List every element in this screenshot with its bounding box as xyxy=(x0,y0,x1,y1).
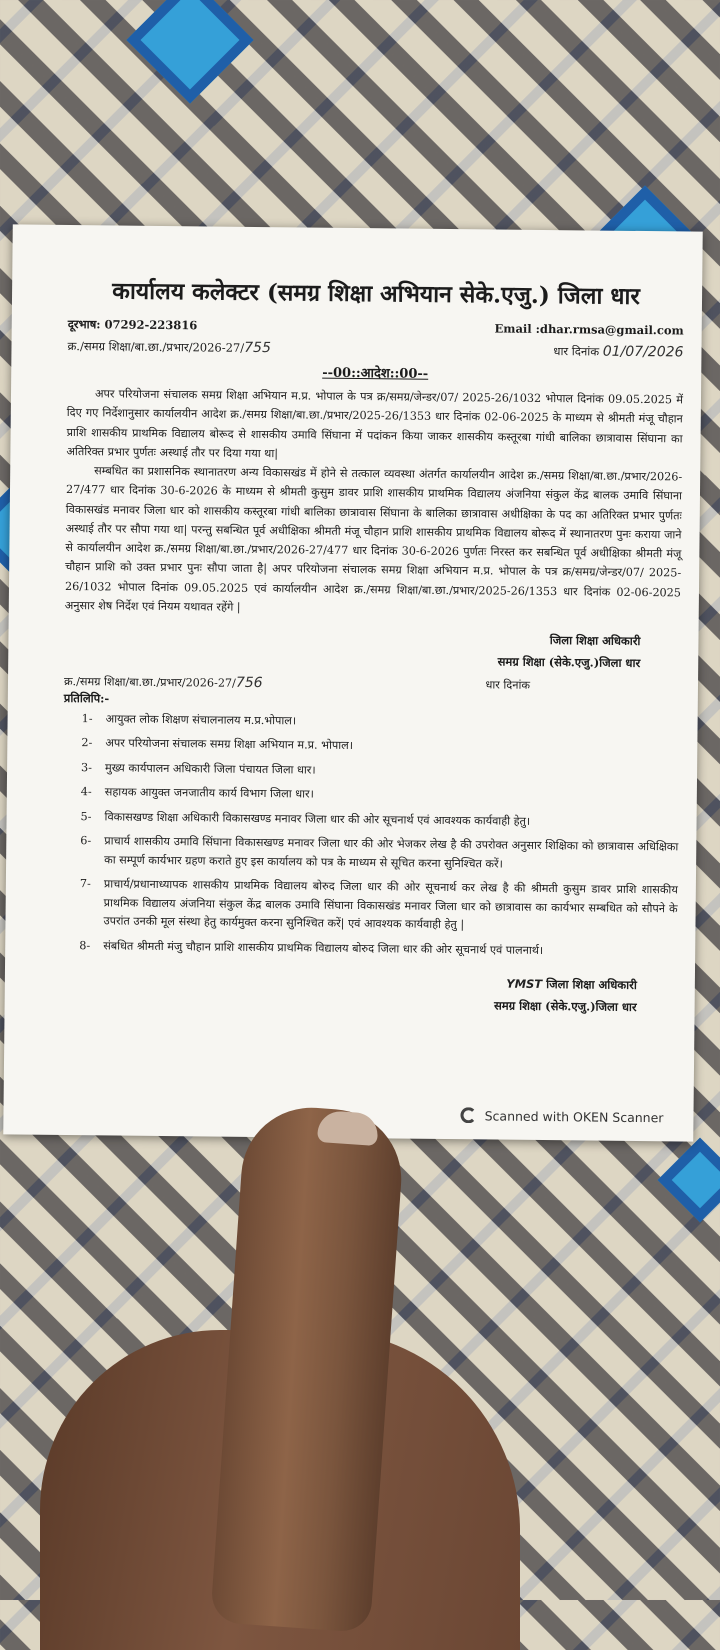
handwritten-date: 01/07/2026 xyxy=(602,343,684,361)
copy-item-text: अपर परियोजना संचालक समग्र शिक्षा अभियान म.प्र. भोपाल। xyxy=(105,736,354,753)
email-address: Email :dhar.rmsa@gmail.com xyxy=(494,321,684,338)
copies-list xyxy=(61,710,680,962)
fabric-diamond-pattern xyxy=(126,0,253,104)
scanner-watermark xyxy=(461,1107,664,1125)
copy-item xyxy=(82,710,680,735)
reference-row xyxy=(67,338,683,360)
copy-item xyxy=(79,875,678,937)
copy-item-number: 7- xyxy=(79,877,91,891)
handwritten-ref: 755 xyxy=(244,339,271,357)
copy-item xyxy=(80,808,678,833)
signatory-office: समग्र शिक्षा (सेके.एजु.)जिला धार xyxy=(497,654,641,671)
signatory-title: जिला शिक्षा अधिकारी xyxy=(549,633,641,649)
copy-item-text: मुख्य कार्यपालन अधिकारी जिला पंचायत जिला धार। xyxy=(105,761,316,777)
scanner-logo-icon xyxy=(461,1107,477,1123)
copy-item-number: 3- xyxy=(81,761,93,775)
date-line: धार दिनांक 01/07/2026 xyxy=(553,343,684,361)
copy-item-number: 4- xyxy=(80,785,92,799)
copy-item xyxy=(79,937,677,962)
reference-number-2: क्र./समग्र शिक्षा/बा.छा./प्रभार/2026-27/756 xyxy=(63,674,263,691)
copy-item-text: प्राचार्य शासकीय उमावि सिंघाना विकासखण्ड मनावर जिला धार की ओर भेजकर लेख है की उपरोक्त अनुसार शिक्षिका को छात्रावास अधिक्षिका का सम्पूर्ण कार्यभार ग्रहण कराते हुए इस कार्यालय को पत्र के माध्यम से सूचित करना सुनिश्चित करें। xyxy=(104,834,679,871)
signature-block-2 xyxy=(61,969,637,1019)
copy-item xyxy=(81,735,679,760)
copy-item-number: 1- xyxy=(81,712,93,726)
copy-item-number: 8- xyxy=(79,938,91,952)
copy-item-text: प्राचार्य/प्रधानाध्यापक शासकीय प्राथमिक विद्यालय बोरुद जिला धार की ओर सूचनार्थ कर लेख है की श्रीमती कुसुम डावर प्राशि शासकीय प्राथमिक विद्यालय अंजनिया संकुल केंद्र बालक उमावि सिंघाना विकासखंड मनावर जिला धार को छात्रावास का कार्यभार सम्बधित को सौपने के उपरांत उनकी मूल संस्था हेतु कार्यमुक्त करना सुनिश्चित करें| एवं आवश्यक कार्यवाही हेतु | xyxy=(103,877,678,932)
copy-item-text: विकासखण्ड शिक्षा अधिकारी विकासखण्ड मनावर जिला धार की ओर सूचनार्थ एवं आवश्यक कार्यवाही हेतु। xyxy=(104,810,531,828)
copy-item-text: आयुक्त लोक शिक्षण संचालनालय म.प्र.भोपाल। xyxy=(105,712,297,728)
document-page xyxy=(3,224,702,1141)
copy-item xyxy=(81,783,679,808)
signatory-title-2: YMST जिला शिक्षा अधिकारी xyxy=(506,976,637,993)
signature-block-1 xyxy=(64,625,640,675)
copies-heading: प्रतिलिपि:- xyxy=(63,690,110,706)
scanner-watermark-text: Scanned with OKEN Scanner xyxy=(484,1107,664,1125)
copy-item xyxy=(80,832,678,875)
copy-item-number: 2- xyxy=(81,736,93,750)
copy-item-number: 5- xyxy=(80,809,92,824)
phone-number: दूरभाष: 07292-223816 xyxy=(67,316,198,333)
date-line-2: धार दिनांक xyxy=(485,678,531,692)
copy-item-number: 6- xyxy=(80,834,92,848)
signature-scrawl: YMST xyxy=(506,976,543,992)
copy-item-text: सहायक आयुक्त जनजातीय कार्य विभाग जिला धार। xyxy=(104,785,314,801)
contact-row xyxy=(68,317,684,338)
paragraph-1: अपर परियोजना संचालक समग्र शिक्षा अभियान म.प्र. भोपाल के पत्र क्र/समग्र/जेन्डर/07/ 2025-26/1032 भोपाल दिनांक 09.05.2025 में दिए गए निर्देशानुसार कार्यालयीन आदेश क्र./समग्र शिक्षा/बा.छा./प्रभार/2025-26/1353 धार दिनांक 02-06-2025 के माध्यम से श्रीमती मंजू चौहान प्राशि शासकीय प्राथमिक विद्यालय बोरूद से शासकीय उमावि सिंघाना में पदांकन किया जाकर शासकीय कस्तूरबा गांधी बालिका छात्रावास सिंघाना का अतिरिक्त प्रभार पुर्णतः अस्थाई तौर पर दिया गया था| xyxy=(66,387,684,460)
paragraph-2: सम्बधित का प्रशासनिक स्थानातरण अन्य विकासखंड में होने से तत्काल व्यवस्था अंतर्गत कार्यालयीन आदेश क्र./समग्र शिक्षा/बा.छा./प्रभार/2026-27/477 धार दिनांक 30-6-2026 के माध्यम से श्रीमती कुसुम डावर प्राशि शासकीय प्राथमिक विद्यालय अंजनिया संकुल केंद्र बालक उमावि सिंघाना विकासखंड मनावर जिला धार को शासकीय कस्तूरबा गांधी बालिका छात्रावास सिंघाना के बालिका छात्रावास अधीक्षिका के पद का अतिरिक्त प्रभार पुर्णतः अस्थाई तौर पर सौपा गया था| परन्तु सबन्धित पूर्व अधीक्षिका श्रीमती मंजू चौहान प्राशि शासकीय प्राथमिक विद्यालय बोरूद में स्थानातरण पुनः कराया जाने से कार्यालयीन आदेश क्र./समग्र शिक्षा/बा.छा./प्रभार/2026-27/477 धार दिनांक 30-6-2026 पुर्णतः निरस्त कर सबन्धित पूर्व अधीक्षिका श्रीमती मंजू चौहान प्राशि को उक्त प्रभार पुनः सौपा जाता है| अपर परियोजना संचालक समग्र शिक्षा अभियान म.प्र. भोपाल के पत्र क्र/समग्र/जेन्डर/07/ 2025-26/1032 भोपाल दिनांक 09.05.2025 एवं कार्यालयीन आदेश क्र./समग्र शिक्षा/बा.छा./प्रभार/2025-26/1353 धार दिनांक 02-06-2025 अनुसार शेष निर्देश एवं नियम यथावत रहेंगे | xyxy=(64,464,683,614)
copy-item xyxy=(81,759,679,784)
reference-number: क्र./समग्र शिक्षा/बा.छा./प्रभार/2026-27/755 xyxy=(67,338,271,357)
document-content xyxy=(61,245,685,1019)
order-heading: --00::आदेश::00-- xyxy=(322,365,429,382)
document-title: कार्यालय कलेक्टर (समग्र शिक्षा अभियान सेके.एजु.) जिला धार xyxy=(112,277,641,310)
copy-item-text: संबधित श्रीमती मंजु चौहान प्राशि शासकीय प्राथमिक विद्यालय बोरुद जिला धार की ओर सूचनार्थ एवं पालनार्थ। xyxy=(103,939,544,957)
signatory-office-2: समग्र शिक्षा (सेके.एजु.)जिला धार xyxy=(493,998,637,1015)
fabric-diamond-pattern xyxy=(658,1138,720,1223)
